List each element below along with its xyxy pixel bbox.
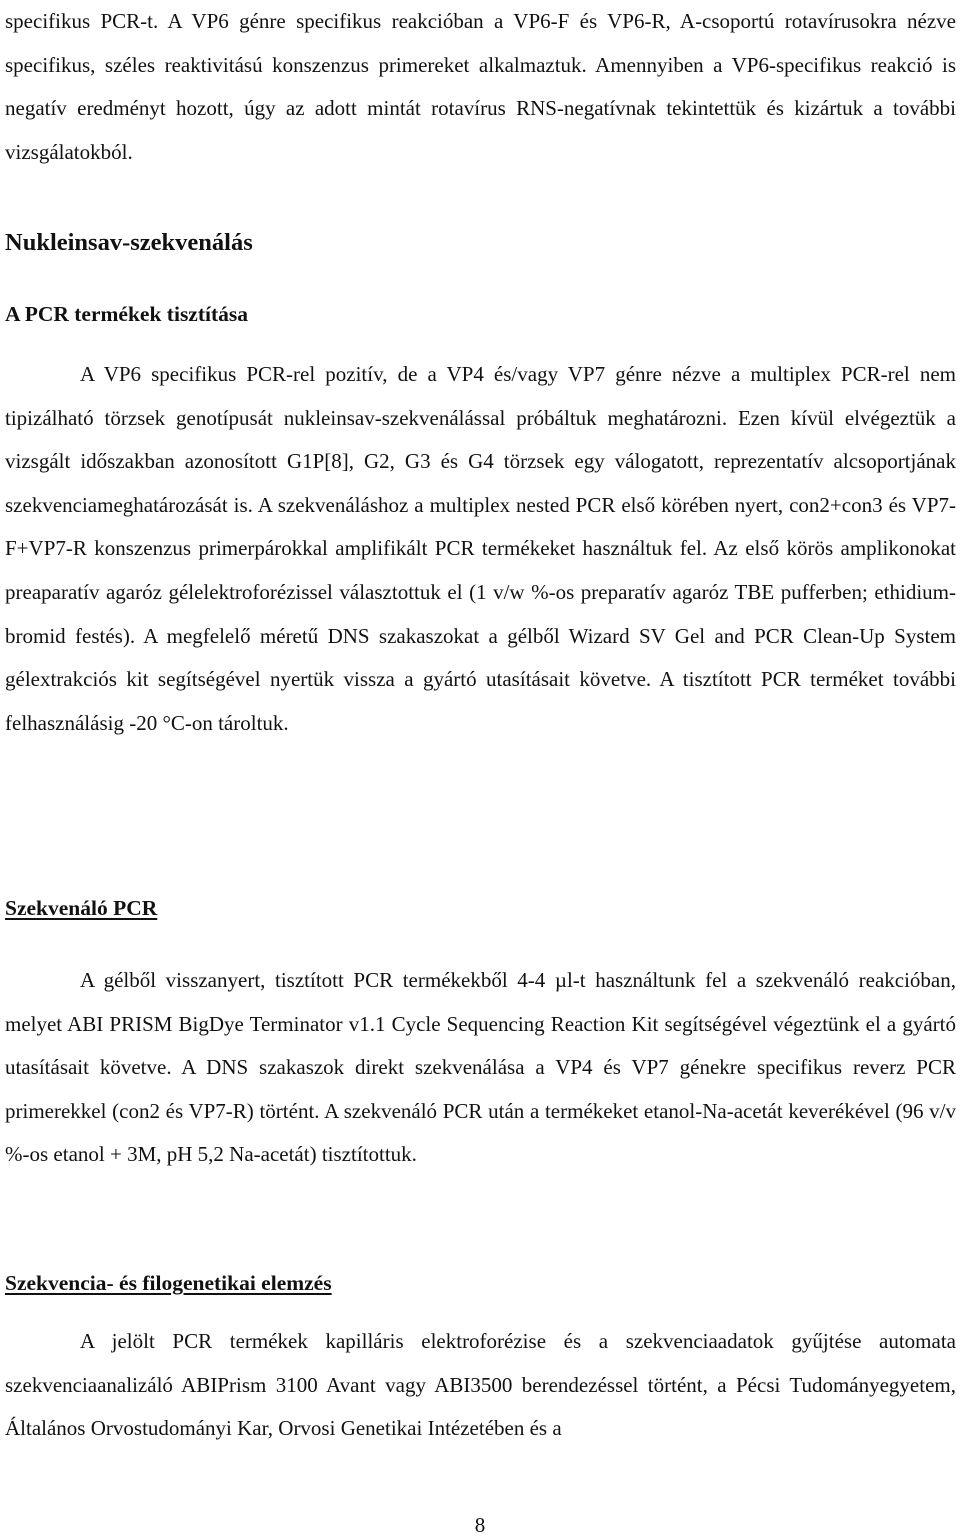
intro-paragraph: specifikus PCR-t. A VP6 génre specifikus reakcióban a VP6-F és VP6-R, A-csoportú rotavírusokra nézve specifikus, széles reaktivitású konszenzus primereket alkalmaztuk. Amennyiben a VP6-specifikus reakció is negatív eredményt hozott, úgy az adott mintát rotavírus RNS-negatívnak tekintettük és kizártuk a további vizsgálatokból. [5,9,956,164]
subsection-title-pcr-purification: A PCR termékek tisztítása [5,302,249,326]
paragraph-pcr-purification: A VP6 specifikus PCR-rel pozitív, de a VP4 és/vagy VP7 génre nézve a multiplex PCR-rel nem tipizálható törzsek genotípusát nukleinsav-szekvenálással próbáltuk meghatározni. Ezen kívül elvégeztük a vizsgált időszakban azonosított G1P[8], G2, G3 és G4 törzsek egy válogatott, reprezentatív alcsoportjának szekvenciameghatározását is. A szekvenáláshoz a multiplex nested PCR első körében nyert, con2+con3 és VP7-F+VP7-R konszenzus primerpárokkal amplifikált PCR termékeket használtuk fel. Az első körös amplikonokat preaparatív agaróz gélelektroforézissel választottuk el (1 v/w %-os preparatív agaróz TBE pufferben; ethidium-bromid festés). A megfelelő méretű DNS szakaszokat a gélből Wizard SV Gel and PCR Clean-Up System gélextrakciós kit segítségével nyertük vissza a gyártó utasításait követve. A tisztított PCR terméket további felhasználásig -20 °C-on tároltuk. [5,362,956,735]
section-title: Nukleinsav-szekvenálás [5,229,253,256]
subsection-title-phylogenetic-analysis: Szekvencia- és filogenetikai elemzés [5,1271,332,1295]
paragraph-phylogenetic-analysis: A jelölt PCR termékek kapilláris elektroforézise és a szekvenciaadatok gyűjtése automata szekvenciaanalizáló ABIPrism 3100 Avant vagy ABI3500 berendezéssel történt, a Pécsi Tudományegyetem, Általános Orvostudományi Kar, Orvosi Genetikai Intézetében és a [5,1329,956,1441]
paragraph-sequencing-pcr: A gélből visszanyert, tisztított PCR termékekből 4-4 µl-t használtunk fel a szekvenáló reakcióban, melyet ABI PRISM BigDye Terminator v1.1 Cycle Sequencing Reaction Kit segítségével végeztünk el a gyártó utasításait követve. A DNS szakaszok direkt szekvenálása a VP4 és VP7 génekre specifikus reverz PCR primerekkel (con2 és VP7-R) történt. A szekvenáló PCR után a termékeket etanol-Na-acetát keverékével (96 v/v %-os etanol + 3M, pH 5,2 Na-acetát) tisztítottuk. [5,968,956,1167]
subsection-title-sequencing-pcr: Szekvenáló PCR [5,896,158,920]
page-number: 8 [474,1513,486,1537]
